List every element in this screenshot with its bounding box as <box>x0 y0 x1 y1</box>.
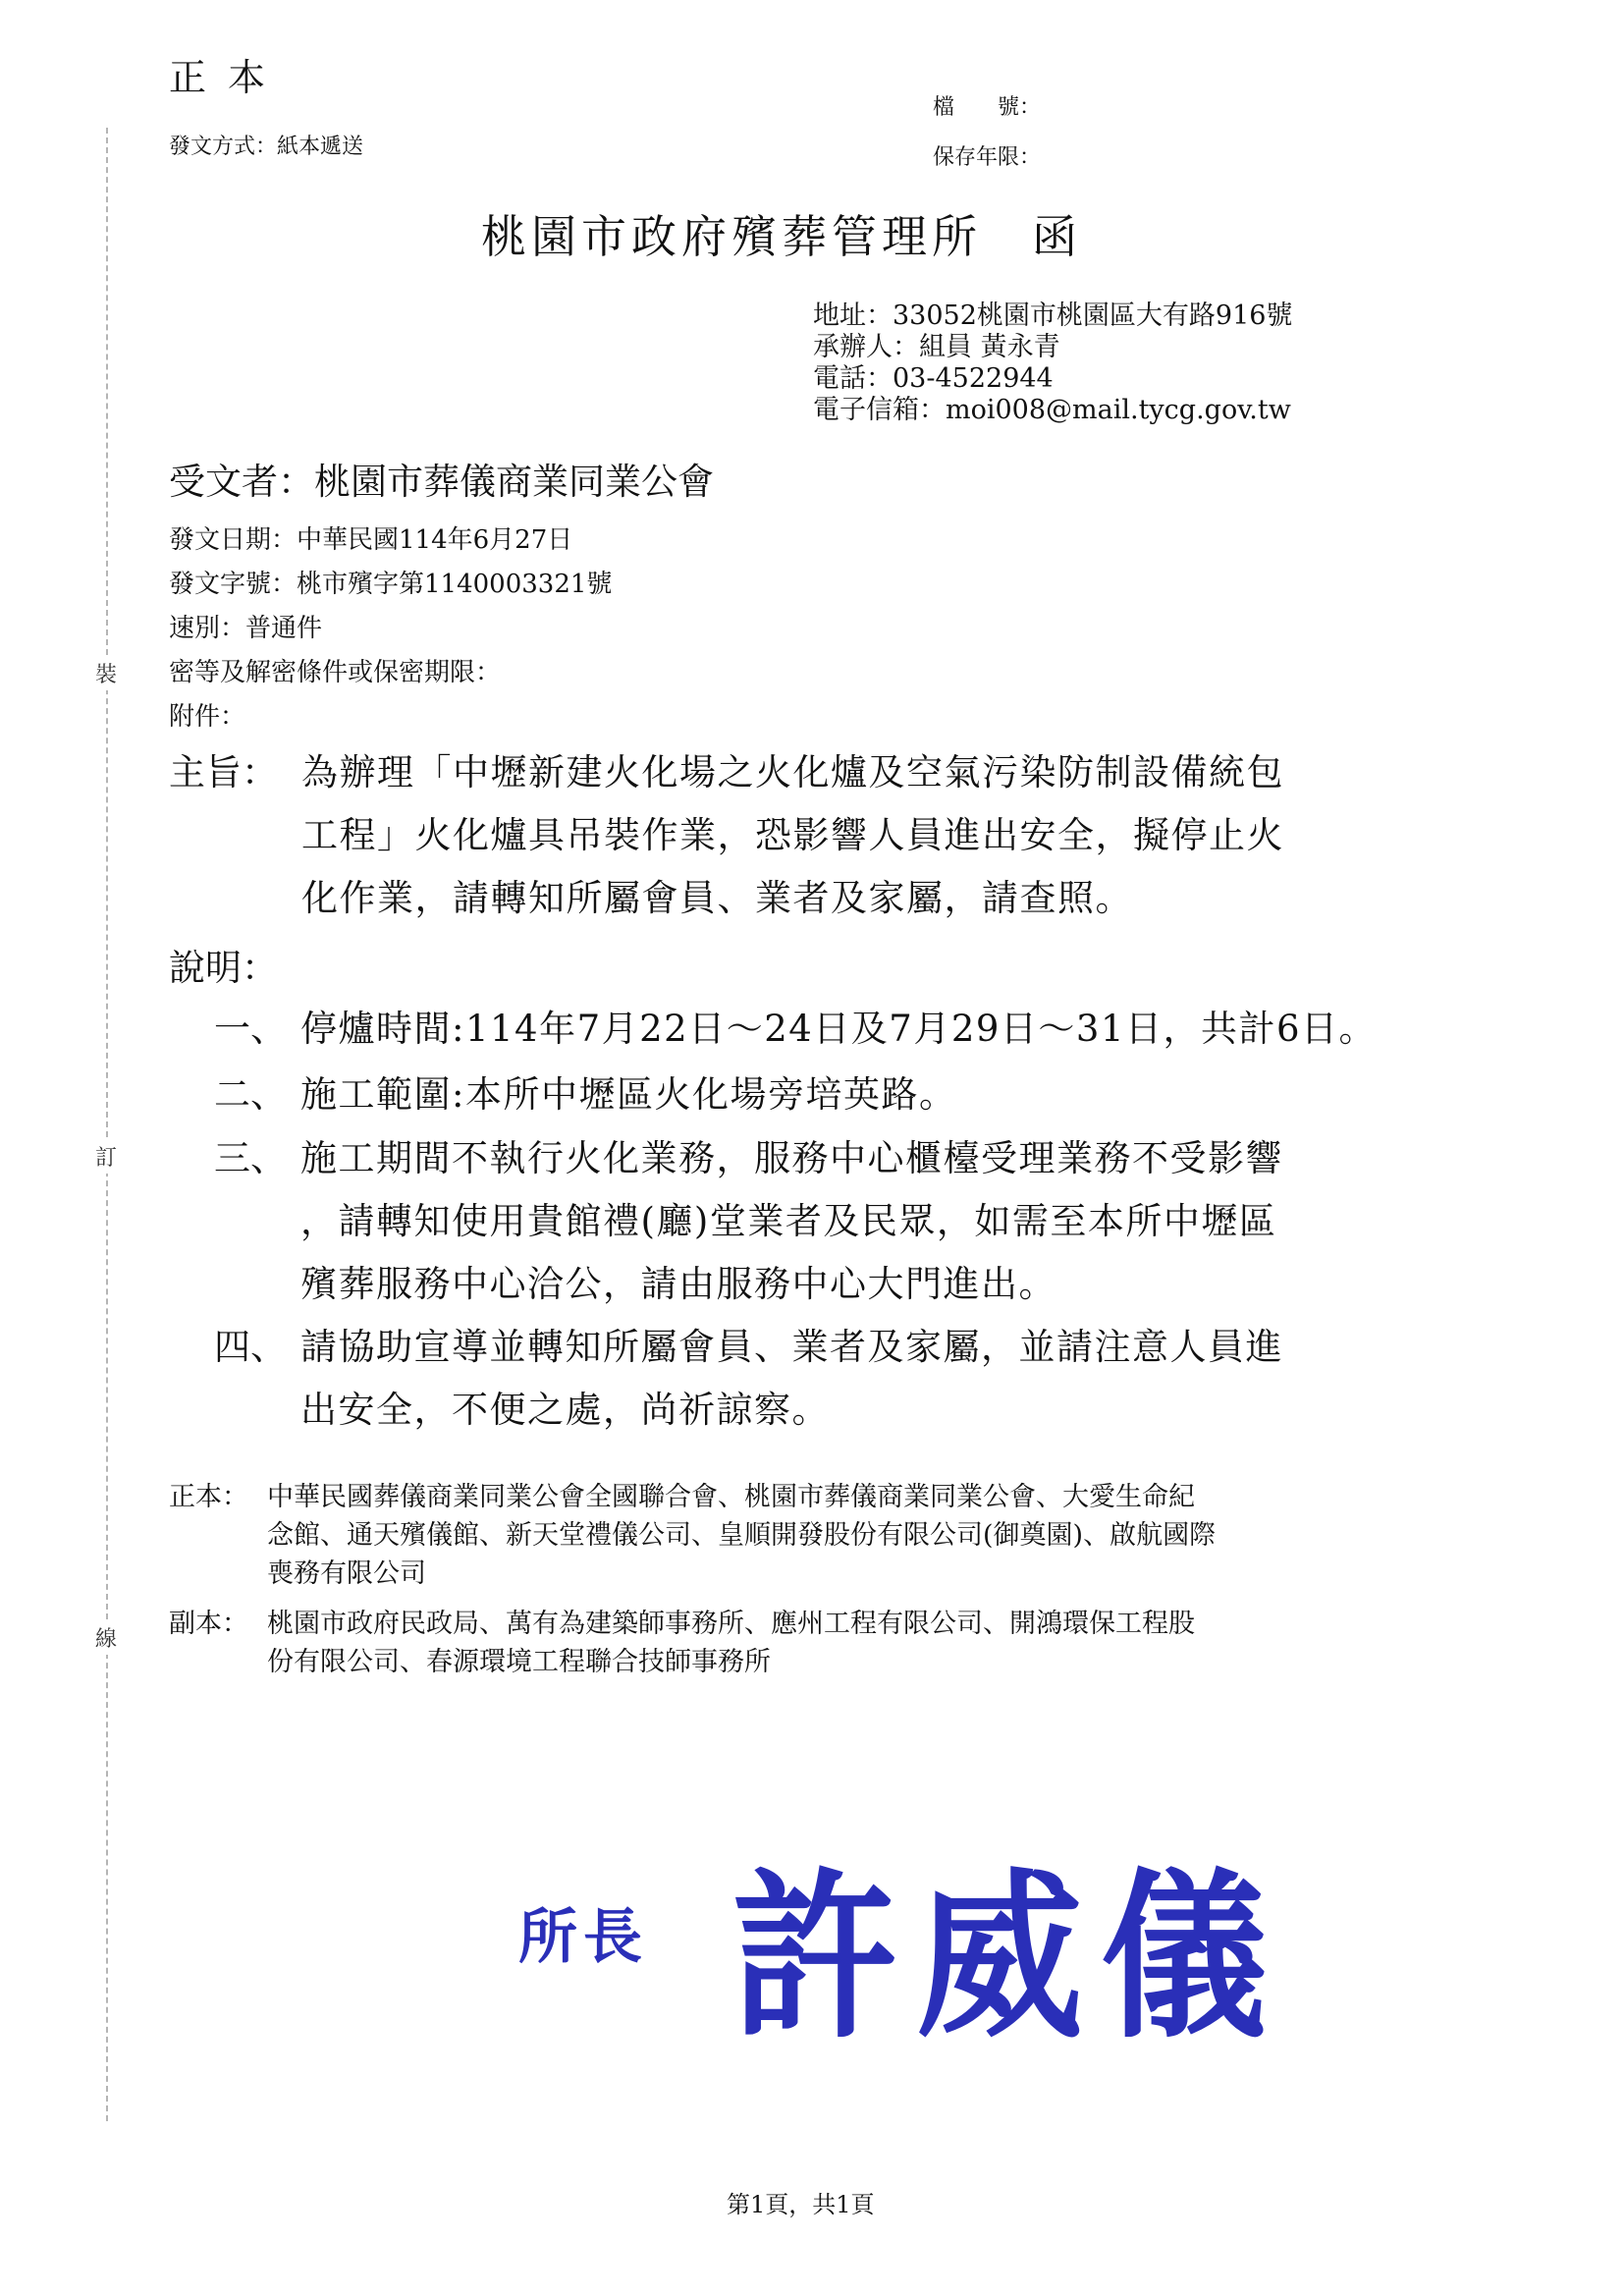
signature-title: 所長 <box>518 1903 648 1972</box>
item-line: 出安全，不便之處，尚祈諒察。 <box>300 1389 830 1431</box>
recipient: 受文者：桃園市葬儀商業同業公會 <box>169 461 714 503</box>
original-line: 喪務有限公司 <box>267 1558 426 1589</box>
item-line: 殯葬服務中心洽公，請由服務中心大門進出。 <box>300 1263 1056 1305</box>
original-label: 正本： <box>169 1482 248 1512</box>
explanation-label: 說明： <box>169 947 278 989</box>
classification: 密等及解密條件或保密期限： <box>169 658 502 687</box>
subject-line: 工程」火化爐具吊裝作業，恐影響人員進出安全，擬停止火 <box>301 814 1284 856</box>
sender-phone: 電話：03-4522944 <box>813 363 1054 394</box>
retention-period: 保存年限： <box>933 145 1042 170</box>
binding-dashed-line <box>106 128 108 2121</box>
item-line: 停爐時間:114年7月22日～24日及7月29日～31日，共計6日。 <box>300 1008 1378 1050</box>
item-number: 三、 <box>214 1137 287 1179</box>
document-meta <box>169 519 612 739</box>
binding-mark-ding: 訂 <box>95 1139 117 1174</box>
item-number: 四、 <box>214 1326 287 1368</box>
subject-line: 為辦理「中壢新建火化場之火化爐及空氣污染防制設備統包 <box>301 751 1284 793</box>
item-line: 請協助宣導並轉知所屬會員、業者及家屬，並請注意人員進 <box>300 1326 1283 1368</box>
item-line: 施工期間不執行火化業務，服務中心櫃檯受理業務不受影響 <box>300 1137 1283 1179</box>
document-title: 桃園市政府殯葬管理所 函 <box>481 210 1082 263</box>
item-line: 施工範圍:本所中壢區火化場旁培英路。 <box>300 1073 957 1116</box>
item-number: 一、 <box>214 1008 287 1050</box>
attachment: 附件： <box>169 702 246 732</box>
original-line: 念館、通天殯儀館、新天堂禮儀公司、皇順開發股份有限公司(御奠園)、啟航國際 <box>267 1520 1217 1551</box>
archive-number: 檔 號： <box>933 95 1042 120</box>
sender-handler: 承辦人：組員 黃永青 <box>813 332 1060 362</box>
item-line: ，請轉知使用貴館禮(廳)堂業者及民眾，如需至本所中壢區 <box>300 1200 1277 1242</box>
priority: 速別：普通件 <box>169 614 323 643</box>
page-number: 第1頁，共1頁 <box>727 2191 875 2218</box>
binding-mark-xian: 線 <box>95 1620 117 1655</box>
copy-label: 副本： <box>169 1609 248 1639</box>
copy-type-label: 正本 <box>169 56 288 99</box>
sender-address: 地址：33052桃園市桃園區大有路916號 <box>813 301 1293 331</box>
subject-label: 主旨： <box>169 751 278 793</box>
reference-number: 發文字號：桃市殯字第1140003321號 <box>169 570 613 599</box>
sender-email: 電子信箱：moi008@mail.tycg.gov.tw <box>813 395 1291 425</box>
original-line: 中華民國葬儀商業同業公會全國聯合會、桃園市葬儀商業同業公會、大愛生命紀 <box>267 1482 1195 1512</box>
binding-mark-zhuang: 裝 <box>95 656 117 690</box>
copy-line: 桃園市政府民政局、萬有為建築師事務所、應州工程有限公司、開鴻環保工程股 <box>267 1609 1195 1639</box>
subject-block <box>169 741 1465 930</box>
dispatch-method: 發文方式：紙本遞送 <box>169 135 364 159</box>
issue-date: 發文日期：中華民國114年6月27日 <box>169 525 573 555</box>
sender-info <box>813 301 1292 426</box>
signature-name: 許威儀 <box>731 1851 1286 2064</box>
item-number: 二、 <box>214 1073 287 1116</box>
copy-line: 份有限公司、春源環境工程聯合技師事務所 <box>267 1647 771 1677</box>
subject-line: 化作業，請轉知所屬會員、業者及家屬，請查照。 <box>301 877 1133 919</box>
